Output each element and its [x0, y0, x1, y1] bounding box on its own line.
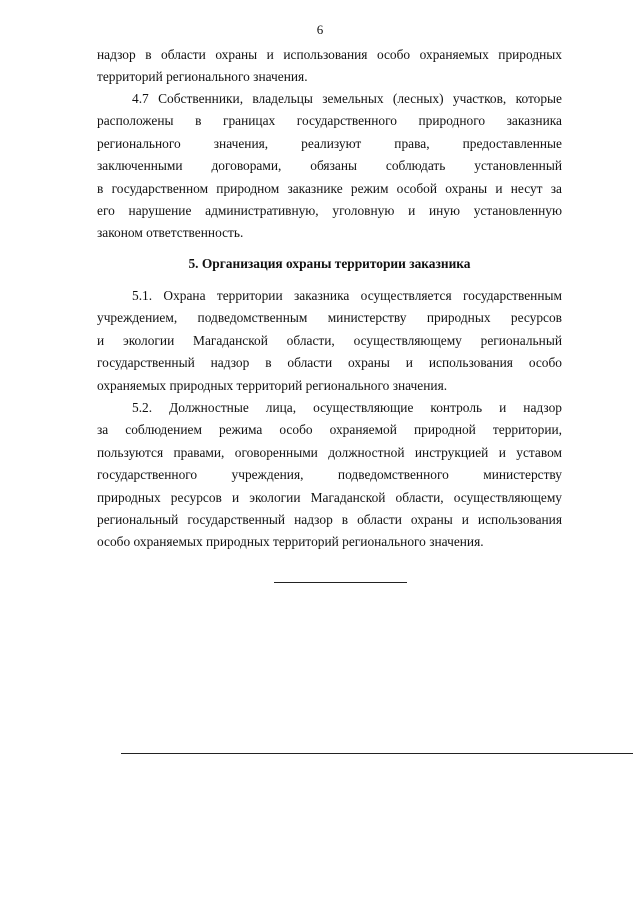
text-line: 5.1. Охрана территории заказника осуществляется государственным [132, 288, 562, 303]
text-line: региональный государственный надзор в области охраны и использования [97, 512, 562, 528]
text-line: природных ресурсов и экологии Магаданской области, осуществляющему [97, 489, 562, 505]
text-line: надзор в области охраны и использования особо охраняемых природных [97, 47, 562, 62]
text-line: законом ответственность. [97, 225, 244, 241]
paragraph-5-2 [97, 397, 562, 554]
paragraph-5-1 [97, 285, 562, 397]
text-line: заключенными договорами, обязаны соблюдать установленный [97, 158, 562, 174]
page-number: 6 [316, 22, 324, 37]
text-line: его нарушение административную, уголовную и иную установленную [97, 203, 562, 219]
text-line: расположены в границах государственного природного заказника [97, 113, 562, 129]
paragraph-4-7 [97, 88, 562, 245]
text-line: 5.2. Должностные лица, осуществляющие контроль и надзор [132, 400, 562, 415]
bottom-rule [121, 753, 633, 754]
text-line: за соблюдением режима особо охраняемой природной территории, [97, 422, 562, 438]
text-line: территорий регионального значения. [97, 69, 308, 85]
text-line: 4.7 Собственники, владельцы земельных (лесных) участков, которые [132, 91, 562, 106]
text-line: особо охраняемых природных территорий регионального значения. [97, 534, 484, 550]
section-heading: 5. Организация охраны территории заказника [188, 256, 471, 271]
text-line: регионального значения, реализуют права, предоставленные [97, 135, 562, 151]
text-line: государственный надзор в области охраны и использования особо [97, 355, 562, 371]
text-line: в государственном природном заказнике режим особой охраны и несут за [97, 180, 562, 196]
text-line: и экологии Магаданской области, осуществляющему региональный [97, 332, 562, 348]
text-line: охраняемых природных территорий регионального значения. [97, 377, 448, 393]
text-line: пользуются правами, оговоренными должностной инструкцией и уставом [97, 444, 562, 460]
end-divider [274, 582, 407, 583]
text-line: государственного учреждения, подведомственного министерству [97, 467, 562, 483]
continuation-paragraph [97, 44, 562, 89]
text-line: учреждением, подведомственным министерству природных ресурсов [97, 310, 562, 326]
